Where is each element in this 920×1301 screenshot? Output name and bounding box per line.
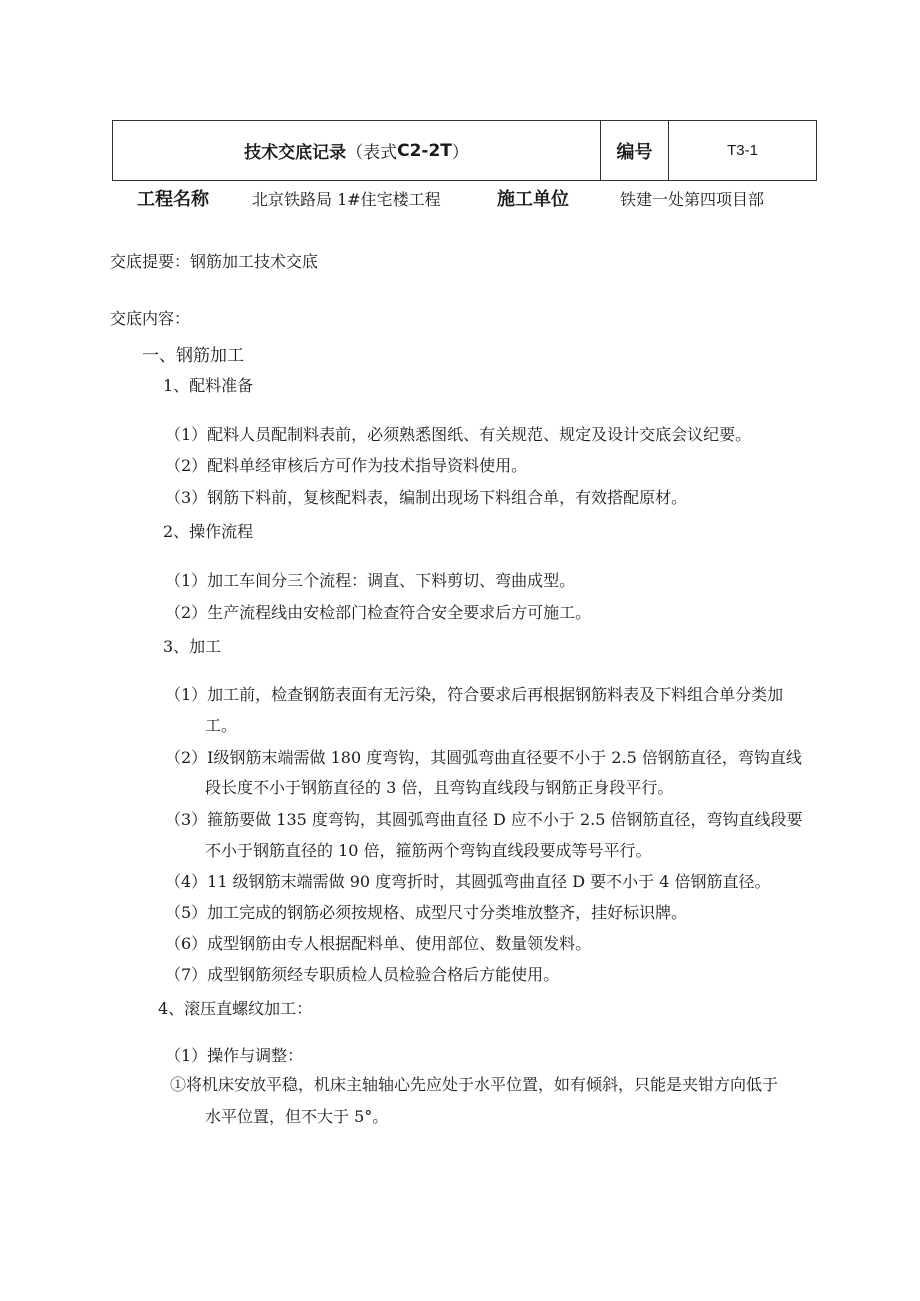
project-name-value: 北京铁路局 1#住宅楼工程 [252, 190, 441, 209]
form-title [113, 121, 601, 180]
list-item-continuation: 水平位置，但不大于 5°。 [205, 1107, 389, 1126]
list-item: （1）配料人员配制料表前，必须熟悉图纸、有关规范、规定及设计交底会议纪要。 [165, 425, 752, 444]
section-heading: 一、钢筋加工 [142, 346, 244, 366]
number-value: T3-1 [727, 142, 758, 159]
list-item: （6）成型钢筋由专人根据配料单、使用部位、数量领发料。 [165, 934, 592, 953]
construction-unit-value: 铁建一处第四项目部 [620, 190, 765, 209]
list-item: （2）配料单经审核后方可作为技术指导资料使用。 [165, 456, 528, 475]
list-item-continuation: 工。 [205, 716, 238, 735]
list-item: （2）生产流程线由安检部门检查符合安全要求后方可施工。 [165, 603, 592, 622]
summary: 交底提要：钢筋加工技术交底 [110, 252, 319, 271]
subsection-heading: 1、配料准备 [163, 376, 254, 395]
content-label: 交底内容： [110, 309, 191, 328]
list-item: （3）箍筋要做 135 度弯钩，其圆弧弯曲直径 D 应不小于 2.5 倍钢筋直径，弯钩直线段要 [165, 810, 803, 829]
form-code: C2-2T [397, 140, 452, 161]
subsection-heading: 4、滚压直螺纹加工： [158, 999, 313, 1018]
form-title-close: ） [451, 143, 469, 163]
construction-unit-label: 施工单位 [497, 189, 569, 210]
list-item-continuation: 不小于钢筋直径的 10 倍，箍筋两个弯钩直线段要成等号平行。 [205, 841, 652, 860]
subsection-heading: 2、操作流程 [163, 522, 254, 541]
list-item: （1）加工前，检查钢筋表面有无污染，符合要求后再根据钢筋料表及下料组合单分类加 [165, 685, 784, 704]
number-label: 编号 [601, 121, 669, 180]
list-item: （3）钢筋下料前，复核配料表，编制出现场下料组合单，有效搭配原材。 [165, 488, 688, 507]
list-item: （4）11 级钢筋末端需做 90 度弯折时，其圆弧弯曲直径 D 要不小于 4 倍钢筋直径。 [165, 872, 771, 891]
list-item: （7）成型钢筋须经专职质检人员检验合格后方能使用。 [165, 965, 560, 984]
list-item: （1）加工车间分三个流程：调直、下料剪切、弯曲成型。 [165, 571, 576, 590]
list-item-continuation: 段长度不小于钢筋直径的 3 倍，且弯钩直线段与钢筋正身段平行。 [205, 778, 674, 797]
form-title-main: 技术交底记录 [244, 143, 347, 163]
list-item: （1）操作与调整： [165, 1046, 304, 1065]
list-item: ①将机床安放平稳，机床主轴轴心先应处于水平位置，如有倾斜，只能是夹钳方向低于 [170, 1075, 779, 1094]
list-item: （5）加工完成的钢筋必须按规格、成型尺寸分类堆放整齐，挂好标识牌。 [165, 903, 688, 922]
project-name-label: 工程名称 [137, 189, 209, 210]
form-title-sub: （表式 [346, 143, 398, 163]
subsection-heading: 3、加工 [163, 637, 222, 656]
list-item: （2）I级钢筋末端需做 180 度弯钩，其圆弧弯曲直径要不小于 2.5 倍钢筋直径，弯钩直线 [165, 748, 802, 767]
header-table [112, 120, 817, 181]
